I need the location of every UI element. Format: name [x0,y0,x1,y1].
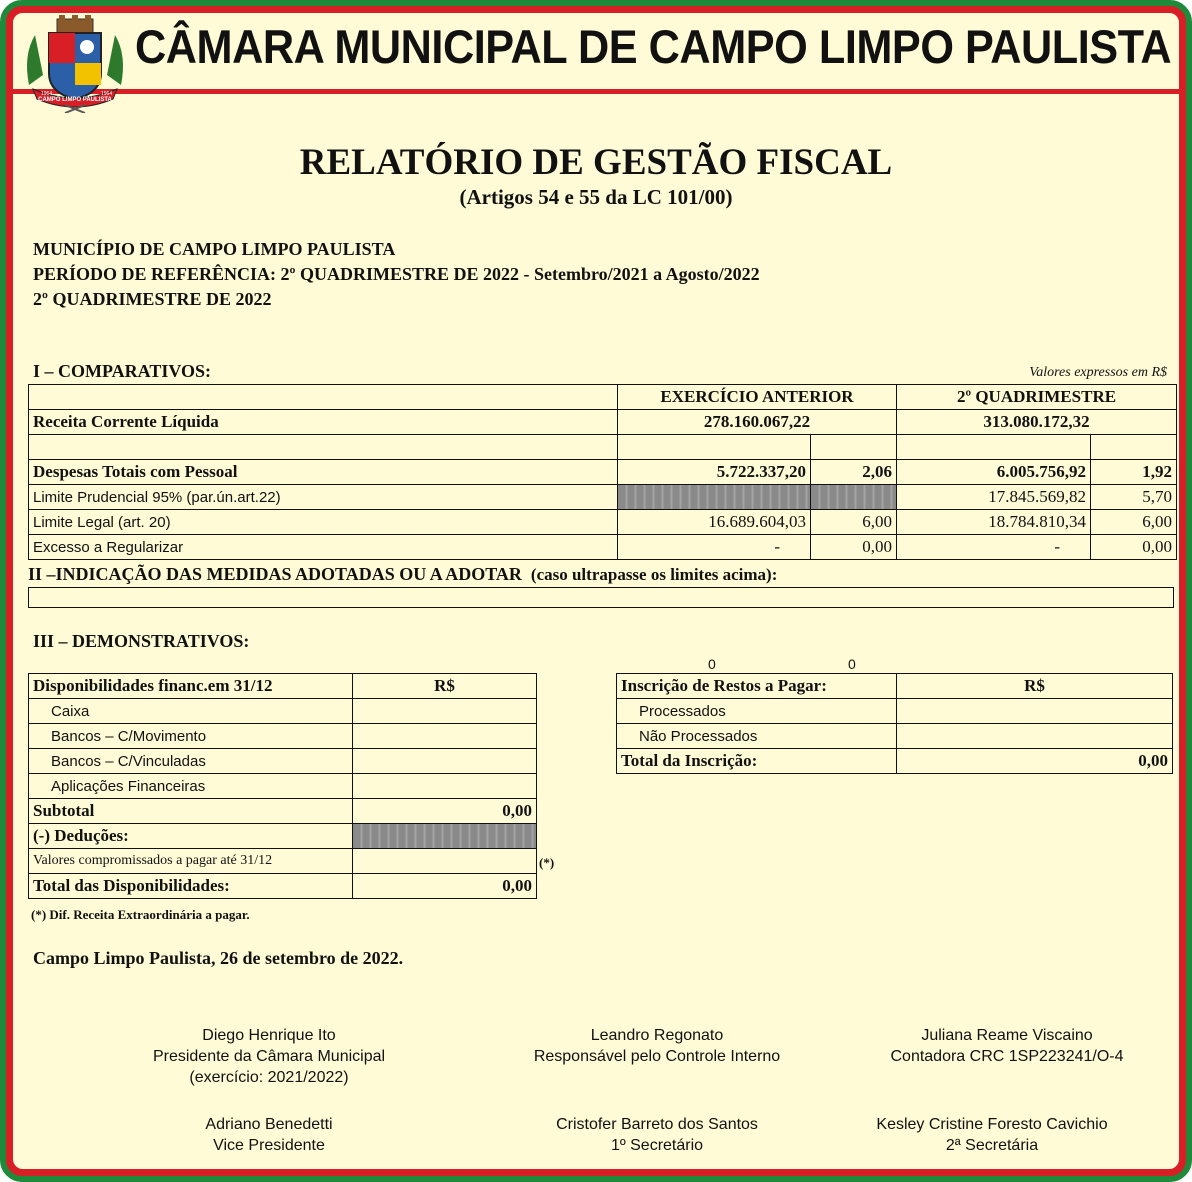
zero-value: 0 [708,656,716,672]
subtotal-label: Subtotal [29,799,353,824]
disp-item-value [353,774,537,799]
list-item [29,699,537,724]
restos-item-value [897,699,1173,724]
crest-text: CAMPO LIMPO PAULISTA [38,97,112,103]
hatched-cell [618,485,811,510]
zero-value: 0 [848,656,856,672]
blank-cell [618,435,811,460]
list-item [29,749,537,774]
compromissados-mark: (*) [539,855,555,870]
crest-year-left: 1964 [41,91,53,97]
restos-table [616,673,1173,774]
municipio: MUNICÍPIO DE CAMPO LIMPO PAULISTA [33,239,396,259]
signer-role: Contadora CRC 1SP223241/O-4 [890,1048,1124,1065]
blank-cell [897,435,1091,460]
signer-name: Cristofer Barreto dos Santos [556,1116,758,1133]
periodo: PERÍODO DE REFERÊNCIA: 2º QUADRIMESTRE DE 2022 - Setembro/2021 a Agosto/2022 [33,264,760,284]
section2-title [28,564,777,585]
disp-item-value [353,699,537,724]
row-prev-pct: 0,00 [811,535,897,560]
section2-title-note: (caso ultrapasse os limites acima): [530,565,778,584]
disp-header: Disponibilidades financ.em 31/12 [29,674,353,699]
row-curr-pct: 0,00 [1091,535,1177,560]
row-prev: 16.689.604,03 [618,510,811,535]
blank-cell [29,435,618,460]
list-item [617,724,1173,749]
table-row [29,510,1177,535]
signer-name: Leandro Regonato [590,1027,724,1044]
subtotal-value: 0,00 [353,799,537,824]
signer-role: Presidente da Câmara Municipal [152,1048,386,1065]
hatched-cell [353,824,537,849]
col-prev-header: EXERCÍCIO ANTERIOR [618,385,897,410]
row-label: Limite Legal (art. 20) [29,510,618,535]
signer-extra: (exercício: 2021/2022) [189,1069,349,1086]
medidas-box [28,587,1174,608]
restos-item: Processados [617,699,897,724]
restos-item-value [897,724,1173,749]
signer-role: Vice Presidente [213,1137,325,1154]
compromissados-value [353,849,537,874]
total-disp-label: Total das Disponibilidades: [29,874,353,899]
row-prev: - [618,535,811,560]
signer-role: Responsável pelo Controle Interno [533,1048,781,1065]
disp-item: Aplicações Financeiras [29,774,353,799]
report-title: RELATÓRIO DE GESTÃO FISCAL [299,142,893,183]
rcl-prev: 278.160.067,22 [618,410,897,435]
signature-block [89,1114,449,1156]
rcl-curr: 313.080.172,32 [897,410,1177,435]
footnote: (*) Dif. Receita Extraordinária a pagar. [31,907,250,922]
disp-header-value: R$ [353,674,537,699]
table-row [29,485,1177,510]
rcl-label: Receita Corrente Líquida [29,410,618,435]
row-prev-pct: 2,06 [811,460,897,485]
signer-name: Diego Henrique Ito [202,1027,336,1044]
total-inscricao-value: 0,00 [897,749,1173,774]
row-label: Excesso a Regularizar [29,535,618,560]
header-title: CÂMARA MUNICIPAL DE CAMPO LIMPO PAULISTA [135,20,1172,73]
row-curr: 6.005.756,92 [897,460,1091,485]
disponibilidades-table [28,673,537,899]
signer-name: Kesley Cristine Foresto Cavichio [876,1116,1108,1133]
disp-item: Bancos – C/Movimento [29,724,353,749]
row-curr-pct: 6,00 [1091,510,1177,535]
crest-year-right: 1964 [101,91,113,97]
total-inscricao-label: Total da Inscrição: [617,749,897,774]
comparativos-table [28,384,1177,560]
signature-block [827,1025,1183,1067]
list-item [29,724,537,749]
section1-title: I – COMPARATIVOS: [33,361,211,381]
row-prev-pct: 6,00 [811,510,897,535]
restos-header-value: R$ [897,674,1173,699]
col-curr-header: 2º QUADRIMESTRE [897,385,1177,410]
signature-block [812,1114,1172,1156]
signature-block [477,1114,837,1156]
table-row [29,460,1177,485]
hatched-cell [811,485,897,510]
disp-item-value [353,749,537,774]
disp-item: Bancos – C/Vinculadas [29,749,353,774]
blank-cell [811,435,897,460]
table-row [29,535,1177,560]
signer-role: 1º Secretário [610,1137,704,1154]
quadrimestre: 2º QUADRIMESTRE DE 2022 [33,289,272,309]
row-curr-pct: 5,70 [1091,485,1177,510]
blank-cell [1091,435,1177,460]
report-subtitle: (Artigos 54 e 55 da LC 101/00) [459,185,733,209]
signer-name: Adriano Benedetti [205,1116,333,1133]
signer-role: 2ª Secretária [945,1137,1039,1154]
signature-block [477,1025,837,1067]
deducoes-label: (-) Deduções: [29,824,353,849]
disp-item-value [353,724,537,749]
signer-name: Juliana Reame Viscaino [921,1027,1093,1044]
row-curr: 17.845.569,82 [897,485,1091,510]
currency-note: Valores expressos em R$ [1029,365,1167,380]
section2-title-main: II –INDICAÇÃO DAS MEDIDAS ADOTADAS OU A ADOTAR [28,564,522,584]
row-prev: 5.722.337,20 [618,460,811,485]
page-body [9,9,1183,1173]
restos-header: Inscrição de Restos a Pagar: [617,674,897,699]
header-blank [29,385,618,410]
section3-title: III – DEMONSTRATIVOS: [33,631,250,651]
row-label: Limite Prudencial 95% (par.ún.art.22) [29,485,618,510]
restos-item: Não Processados [617,724,897,749]
row-label: Despesas Totais com Pessoal [29,460,618,485]
coat-of-arms-icon [21,15,129,113]
row-curr: 18.784.810,34 [897,510,1091,535]
row-curr-pct: 1,92 [1091,460,1177,485]
signature-block [89,1025,449,1088]
disp-item: Caixa [29,699,353,724]
list-item [617,699,1173,724]
place-date: Campo Limpo Paulista, 26 de setembro de 2022. [33,948,404,968]
compromissados-label: Valores compromissados a pagar até 31/12 [29,849,353,874]
header [13,13,1179,103]
total-disp-value: 0,00 [353,874,537,899]
row-curr: - [897,535,1091,560]
list-item [29,774,537,799]
